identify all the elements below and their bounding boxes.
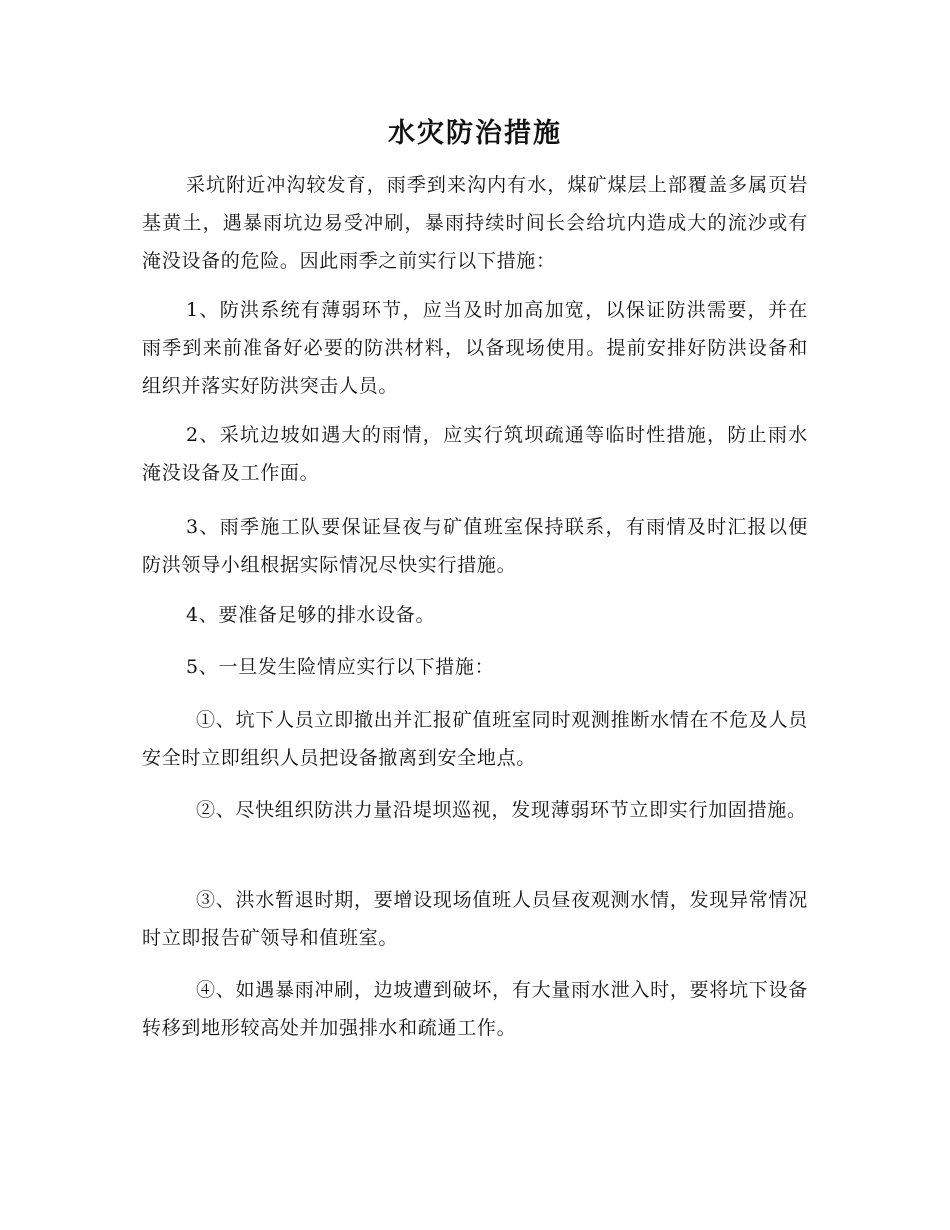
sub-measure-4-paragraph: ④、如遇暴雨冲刷，边坡遭到破坏，有大量雨水泄入时，要将坑下设备转移到地形较高处并加强排水和疏通工作。 (142, 979, 808, 1039)
measure-5-paragraph: 5、一旦发生险情应实行以下措施： (186, 656, 495, 678)
measure-1-paragraph: 1、防洪系统有薄弱环节，应当及时加高加宽，以保证防洪需要，并在雨季到来前准备好必要的防洪材料，以备现场使用。提前安排好防洪设备和组织并落实好防洪突击人员。 (142, 299, 808, 397)
document-title: 水灾防治措施 (388, 118, 562, 149)
measure-4-paragraph: 4、要准备足够的排水设备。 (186, 604, 436, 626)
sub-measure-1-paragraph: ①、坑下人员立即撤出并汇报矿值班室同时观测推断水情在不危及人员安全时立即组织人员把设备撤离到安全地点。 (142, 709, 808, 769)
measure-3-paragraph: 3、雨季施工队要保证昼夜与矿值班室保持联系，有雨情及时汇报以便防洪领导小组根据实际情况尽快实行措施。 (142, 516, 808, 576)
measure-2-paragraph: 2、采坑边坡如遇大的雨情，应实行筑坝疏通等临时性措施，防止雨水淹没设备及工作面。 (142, 424, 808, 484)
intro-paragraph: 采坑附近冲沟较发育，雨季到来沟内有水，煤矿煤层上部覆盖多属页岩基黄土，遇暴雨坑边易受冲刷，暴雨持续时间长会给坑内造成大的流沙或有淹没设备的危险。因此雨季之前实行以下措施： (142, 174, 808, 272)
sub-measure-3-paragraph: ③、洪水暂退时期，要增设现场值班人员昼夜观测水情，发现异常情况时立即报告矿领导和值班室。 (142, 889, 808, 949)
sub-measure-2-paragraph: ②、尽快组织防洪力量沿堤坝巡视，发现薄弱环节立即实行加固措施。 (196, 799, 807, 821)
